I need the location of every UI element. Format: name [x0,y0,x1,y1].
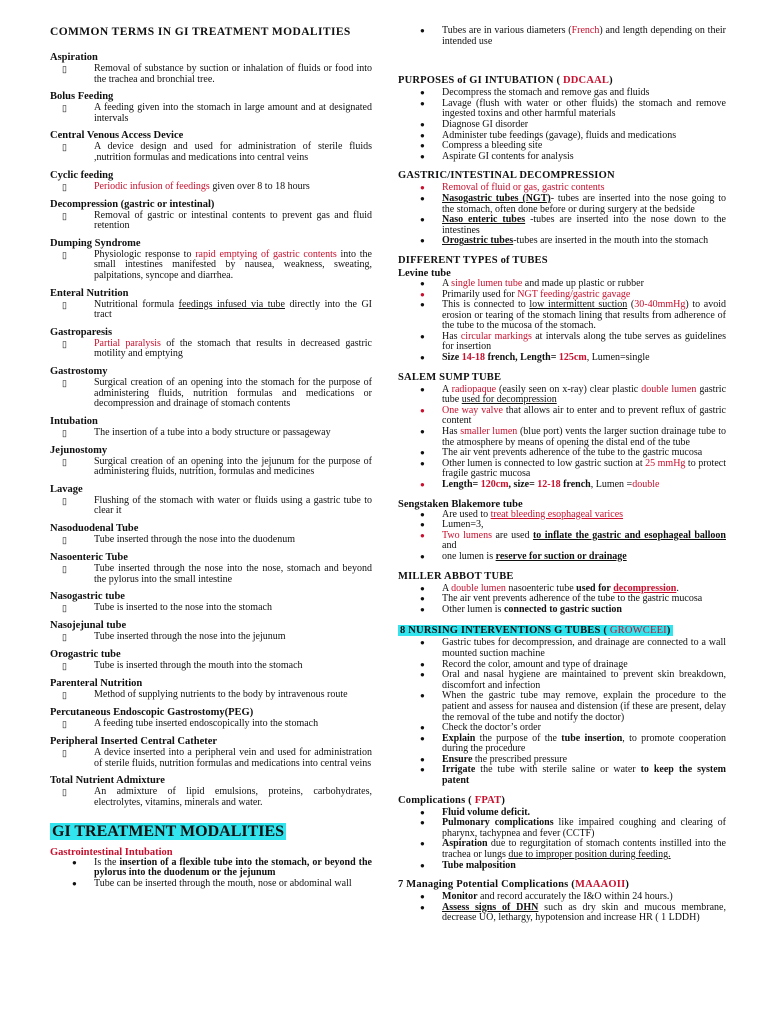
tube-types-title: DIFFERENT TYPES of TUBES [398,254,548,266]
managing-complications-list [398,892,726,924]
terms-list [50,52,372,809]
term-definition: ▯ Tube is inserted through the mouth into the stomach [62,660,303,672]
term-entry [50,238,372,282]
list-item: ● A double lumen nasoenteric tube used for decompression. [398,584,726,595]
list-item: ● Record the color, amount and type of drainage [398,660,726,671]
term-title: Gastroparesis [50,326,113,338]
left-column [50,26,372,893]
term-entry [50,523,372,546]
list-item: ● Decompress the stomach and remove gas and fluids [398,88,726,99]
box-bullet-icon: ▯ [62,456,67,467]
list-item: ● Oral and nasal hygiene are maintained to prevent skin breakdown, discomfort and infection [398,670,726,691]
list-item: ● Is the insertion of a flexible tube into the stomach, or beyond the pylorus into the duodenum or the jejunum [50,858,372,879]
term-definition: ▯ Tube inserted through the nose into the nose, stomach and beyond the pylorus into the small intestine [62,563,372,585]
list-item: ● Primarily used for NGT feeding/gastric gavage [398,290,726,301]
term-definition: ▯ Physiologic response to rapid emptying of gastric contents into the small intestines manifested by nausea, weakness, sweating, palpitations, syncope and diarrhea. [62,248,373,281]
box-bullet-icon: ▯ [62,632,67,643]
list-item: ● Tube malposition [398,861,726,872]
list-item: ● Has smaller lumen (blue port) vents the larger suction drainage tube to the atmosphere by means of opening the distal end of the tube [398,427,726,448]
term-title: Enteral Nutrition [50,287,129,299]
list-item: ● Irrigate the tube with sterile saline or water to keep the system patent [398,765,726,786]
term-definition: ▯ The insertion of a tube into a body structure or passageway [62,426,331,438]
term-definition: ▯ Nutritional formula feedings infused via tube directly into the GI tract [62,298,372,321]
list-item: ● Removal of fluid or gas, gastric contents [398,183,726,194]
term-entry [50,91,372,124]
list-item: ● A single lumen tube and made up plastic or rubber [398,279,726,290]
term-entry [50,445,372,478]
box-bullet-icon: ▯ [62,299,67,310]
term-entry [50,288,372,321]
list-item: ● Pulmonary complications like impaired coughing and clearing of pharynx, tachypnea and fever (CCTF) [398,818,726,839]
box-bullet-icon: ▯ [62,719,67,730]
term-title: Nasojejunal tube [50,620,127,632]
term-definition: ▯ Method of supplying nutrients to the body by intravenous route [62,689,348,701]
term-definition: ▯ An admixture of lipid emulsions, proteins, carbohydrates, electrolytes, vitamins, minerals and water. [62,786,372,809]
list-item: ● Orogastric tubes-tubes are inserted in the mouth into the stomach [398,236,726,247]
term-title: Cyclic feeding [50,169,114,181]
list-item: ● A radiopaque (easily seen on x-ray) clear plastic double lumen gastric tube used for decompression [398,385,726,406]
list-item: ● Administer tube feedings (gavage), fluids and medications [398,131,726,142]
term-title: Percutaneous Endoscopic Gastrostomy(PEG) [50,707,254,719]
list-item: ● Aspirate GI contents for analysis [398,152,726,163]
term-definition: ▯ Tube inserted through the nose into the duodenum [62,534,295,546]
list-item: ● The air vent prevents adherence of the tube to the gastric mucosa [398,448,726,459]
term-entry [50,649,372,672]
term-entry [50,591,372,614]
term-entry [50,170,372,193]
list-item: ● Compress a bleeding site [398,141,726,152]
gi-intubation-title: Gastrointestinal Intubation [50,846,173,858]
nursing-interventions-title: 8 NURSING INTERVENTIONS G TUBES ( GROWCEEI) [400,625,671,637]
salem-sump-title: SALEM SUMP TUBE [398,371,502,383]
list-item: ● Other lumen is connected to low gastric suction at 25 mmHg to protect fragile gastric mucosa [398,459,726,480]
term-definition: ▯ Flushing of the stomach with water or fluids using a gastric tube to clear it [62,494,372,517]
term-title: Lavage [50,483,83,495]
sengstaken-title: Sengstaken Blakemore tube [398,498,523,510]
complications-title: Complications ( FPAT) [398,794,506,806]
box-bullet-icon: ▯ [62,661,67,672]
list-item: ● Aspiration due to regurgitation of stomach contents instilled into the trachea or lungs due to improper position during feeding. [398,839,726,860]
box-bullet-icon: ▯ [62,495,67,506]
term-entry [50,620,372,643]
list-item: ● Nasogastric tubes (NGT)- tubes are inserted into the nose going to the stomach, often done before or during surgery at the bedside [398,194,726,215]
page-heading: COMMON TERMS IN GI TREATMENT MODALITIES [50,26,351,38]
list-item: ● Two lumens are used to inflate the gastric and esophageal balloon and [398,531,726,552]
list-item: ● Lumen=3, [398,520,726,531]
term-definition: ▯ A feeding given into the stomach in large amount and at designated intervals [62,102,372,124]
box-bullet-icon: ▯ [62,748,67,759]
term-entry [50,775,372,808]
term-title: Dumping Syndrome [50,237,141,249]
term-title: Nasoduodenal Tube [50,523,139,535]
term-entry [50,678,372,701]
list-item: ● Gastric tubes for decompression, and drainage are connected to a wall mounted suction machine [398,638,726,659]
box-bullet-icon: ▯ [62,787,67,798]
list-item: ● one lumen is reserve for suction or drainage [398,552,726,563]
term-entry [50,416,372,439]
term-entry [50,366,372,410]
managing-complications-title: 7 Managing Potential Complications (MAAAOII) [398,879,630,891]
term-definition: ▯ Periodic infusion of feedings given over 8 to 18 hours [62,180,310,192]
box-bullet-icon: ▯ [62,210,67,221]
box-bullet-icon: ▯ [62,603,67,614]
list-item: ● Check the doctor’s order [398,723,726,734]
list-item: ● Fluid volume deficit. [398,808,726,819]
term-title: Central Venous Access Device [50,130,184,142]
term-entry [50,707,372,730]
box-bullet-icon: ▯ [62,249,67,260]
term-title: Orogastric tube [50,649,121,661]
list-item: ● Assess signs of DHN such as dry skin and mucous membrane, decrease UO, lethargy, hypotension and increase HR ( 1 LDDH) [398,903,726,924]
list-item: ● Are used to treat bleeding esophageal varices [398,510,726,521]
term-definition: ▯ Surgical creation of an opening into the stomach for the purpose of administering fluids, nutrition formulas and medications or decompression and drainage of stomach contents [62,376,372,410]
term-title: Bolus Feeding [50,91,114,103]
list-item: ● Lavage (flush with water or other fluids) the stomach and remove ingested toxins and other harmful materials [398,99,726,120]
box-bullet-icon: ▯ [62,338,67,349]
box-bullet-icon: ▯ [62,690,67,701]
term-title: Nasoenteric Tube [50,552,128,564]
box-bullet-icon: ▯ [62,535,67,546]
term-title: Parenteral Nutrition [50,678,143,690]
list-item: ● Naso enteric tubes -tubes are inserted into the nose down to the intestines [398,215,726,236]
gi-intubation-list [50,858,372,890]
term-title: Jejunostomy [50,444,108,456]
purposes-title: PURPOSES of GI INTUBATION ( DDCAAL) [398,75,613,87]
term-title: Total Nutrient Admixture [50,775,165,787]
list-item: ● This is connected to low intermittent suction (30-40mmHg) to avoid erosion or tearing of the stomach lining that results from adherence of the tube to the mucosa of the stomach. [398,300,726,332]
term-definition: ▯ Removal of gastric or intestinal contents to prevent gas and fluid retention [62,209,372,232]
nursing-interventions-list [398,638,726,786]
list-item: ● Diagnose GI disorder [398,120,726,131]
list-item: ● The air vent prevents adherence of the tube to the gastric mucosa [398,594,726,605]
list-item: ● Tubes are in various diameters (French) and length depending on their intended use [398,26,726,47]
term-title: Aspiration [50,52,98,63]
box-bullet-icon: ▯ [62,377,67,388]
term-entry [50,736,372,769]
term-title: Intubation [50,415,98,427]
term-title: Peripheral Inserted Central Catheter [50,736,218,748]
sengstaken-list [398,510,726,563]
box-bullet-icon: ▯ [62,427,67,438]
list-item: ● Monitor and record accurately the I&O within 24 hours.) [398,892,726,903]
list-item: ● Size 14-18 french, Length= 125cm, Lumen=single [398,353,726,364]
term-definition: ▯ Tube is inserted to the nose into the stomach [62,602,272,614]
term-entry [50,199,372,232]
list-item: ● Has circular markings at intervals along the tube serves as guidelines for insertion [398,332,726,353]
list-item: ● Explain the purpose of the tube insertion, to promote cooperation during the procedure [398,734,726,755]
list-item: ● Ensure the prescribed pressure [398,755,726,766]
term-title: Nasogastric tube [50,591,125,603]
term-entry [50,52,372,85]
miller-abbot-list [398,584,726,616]
term-definition: ▯ A feeding tube inserted endoscopically into the stomach [62,718,319,730]
tube-diameters-list [398,26,726,47]
term-definition: ▯ Tube inserted through the nose into the jejunum [62,631,286,643]
box-bullet-icon: ▯ [62,64,67,74]
term-definition: ▯ A device inserted into a peripheral vein and used for administration of sterile fluids, nutrition formulas and medications into central veins [62,747,372,769]
salem-sump-list [398,385,726,491]
box-bullet-icon: ▯ [62,142,67,153]
levine-tube-title: Levine tube [398,267,451,279]
decompression-title: GASTRIC/INTESTINAL DECOMPRESSION [398,170,615,182]
term-entry [50,484,372,517]
list-item: ● Length= 120cm, size= 12-18 french, Lumen =double [398,480,726,491]
right-column [398,26,726,928]
box-bullet-icon: ▯ [62,564,67,575]
list-item: ● Other lumen is connected to gastric suction [398,605,726,616]
levine-tube-list [398,279,726,364]
miller-abbot-title: MILLER ABBOT TUBE [398,570,514,582]
term-entry [50,130,372,163]
list-item: ● Tube can be inserted through the mouth, nose or abdominal wall [50,879,372,890]
term-definition: ▯ Surgical creation of an opening into the jejunum for the purpose of administering fluids, nutrition, formulas and medicines [62,455,372,478]
gi-modalities-heading: GI TREATMENT MODALITIES [52,822,285,840]
complications-list [398,808,726,872]
decompression-list [398,183,726,247]
term-entry [50,327,372,360]
purposes-list [398,88,726,162]
term-entry [50,552,372,585]
term-definition: ▯ A device design and used for administration of sterile fluids ,nutrition formulas and medications into central veins [62,141,372,163]
list-item: ● One way valve that allows air to enter and to prevent reflux of gastric content [398,406,726,427]
term-title: Gastrostomy [50,365,108,377]
term-definition: ▯ Partial paralysis of the stomach that results in decreased gastric motility and emptying [62,337,372,360]
list-item: ● When the gastric tube may remove, explain the procedure to the patient and assess for nausea and distension (if these are present, delay the removal of the tube and notify the doctor) [398,691,726,723]
box-bullet-icon: ▯ [62,103,67,114]
box-bullet-icon: ▯ [62,181,67,192]
term-definition: ▯ Removal of substance by suction or inhalation of fluids or food into the trachea and bronchial tree. [62,63,372,85]
term-title: Decompression (gastric or intestinal) [50,198,215,210]
